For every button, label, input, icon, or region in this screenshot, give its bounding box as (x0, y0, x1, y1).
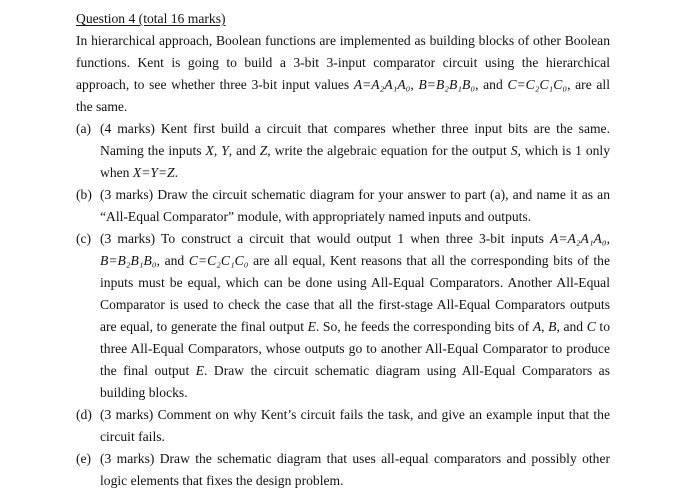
part-a-math-xyz: X=Y=Z (132, 165, 175, 180)
part-a-math-z: Z (259, 143, 268, 158)
part-a-math-x: X (205, 143, 214, 158)
question-intro (76, 30, 610, 118)
intro-sep-2: , and (475, 77, 508, 92)
intro-text-2: , are all the same. (76, 77, 610, 114)
part-a-text-5: , which is 1 only when (100, 143, 610, 180)
part-d-label: (d) (76, 407, 92, 422)
part-c-text-9: . Draw the circuit schematic diagram using All-Equal Comparators as building blocks. (100, 363, 610, 400)
part-a-text-1: (4 marks) Kent first build a circuit that compares whether three input bits are the same. Naming the inputs (100, 121, 610, 158)
part-c-text-1: (3 marks) To construct a circuit that would output 1 when three 3-bit inputs (100, 231, 551, 246)
intro-sep-1: , (410, 77, 419, 92)
part-a-text-4: , write the algebraic equation for the output (267, 143, 511, 158)
part-d (76, 404, 610, 448)
part-c-math-c: C=C₂C₁C₀ (188, 253, 249, 268)
part-c-text-2: , (606, 231, 610, 246)
part-d-text: (3 marks) Comment on why Kent’s circuit fails the task, and give an example input that the circuit fails. (100, 407, 610, 444)
question-parts-list (76, 118, 610, 492)
part-a (76, 118, 610, 184)
part-e (76, 448, 610, 492)
part-c (76, 228, 610, 404)
part-a-math-y: Y (221, 143, 229, 158)
intro-math-c: C=C₂C₁C₀ (507, 77, 568, 92)
part-c-text-5: . So, he feeds the corresponding bits of (315, 319, 533, 334)
part-b-text: (3 marks) Draw the circuit schematic diagram for your answer to part (a), and name it as an “All-Equal Comparator” module, with appropriately named inputs and outputs. (100, 187, 610, 224)
part-c-text-7: , and (556, 319, 587, 334)
part-b-label: (b) (76, 187, 92, 202)
intro-math-b: B=B₂B₁B₀ (418, 77, 476, 92)
part-c-text-3: , and (156, 253, 189, 268)
part-a-text-2: , (213, 143, 222, 158)
intro-math-a: A=A₂A₁A₀ (353, 77, 411, 92)
part-c-text-6: , (541, 319, 549, 334)
question-title: Question 4 (total 16 marks) (76, 11, 226, 26)
part-c-math-e: E (307, 319, 316, 334)
part-a-text-6: . (174, 165, 179, 180)
part-b (76, 184, 610, 228)
part-c-label: (c) (76, 231, 92, 246)
part-c-math-e2: E (195, 363, 205, 378)
question-document (76, 8, 610, 492)
part-a-math-s: S (510, 143, 518, 158)
part-c-text-8: to three All-Equal Comparators, whose outputs go to another All-Equal Comparator to produce the final output (100, 319, 610, 378)
part-a-text-3: , and (228, 143, 260, 158)
part-c-math-c2: C (586, 319, 596, 334)
part-c-math-b: B=B₂B₁B₀ (100, 253, 157, 268)
intro-text-1: In hierarchical approach, Boolean functions are implemented as building blocks of other Boolean functions. Kent is going to build a 3-bit 3-input comparator circuit using the hierarchical approach, to see whether three 3-bit input values (76, 33, 610, 92)
part-c-math-a: A=A₂A₁A₀ (550, 231, 607, 246)
part-e-text: (3 marks) Draw the schematic diagram that uses all-equal comparators and possibly other logic elements that fixes the design problem. (100, 451, 610, 488)
part-c-math-a2: A (532, 319, 542, 334)
part-c-text-4: are all equal, Kent reasons that all the corresponding bits of the inputs must be equal, which can be done using All-Equal Comparators. Another All-Equal Comparator is used to check the case that all the first-stage All-Equal Comparators outputs are equal, to generate the final output (100, 253, 610, 334)
part-a-label: (a) (76, 121, 92, 136)
part-e-label: (e) (76, 451, 92, 466)
part-c-math-b2: B (548, 319, 557, 334)
